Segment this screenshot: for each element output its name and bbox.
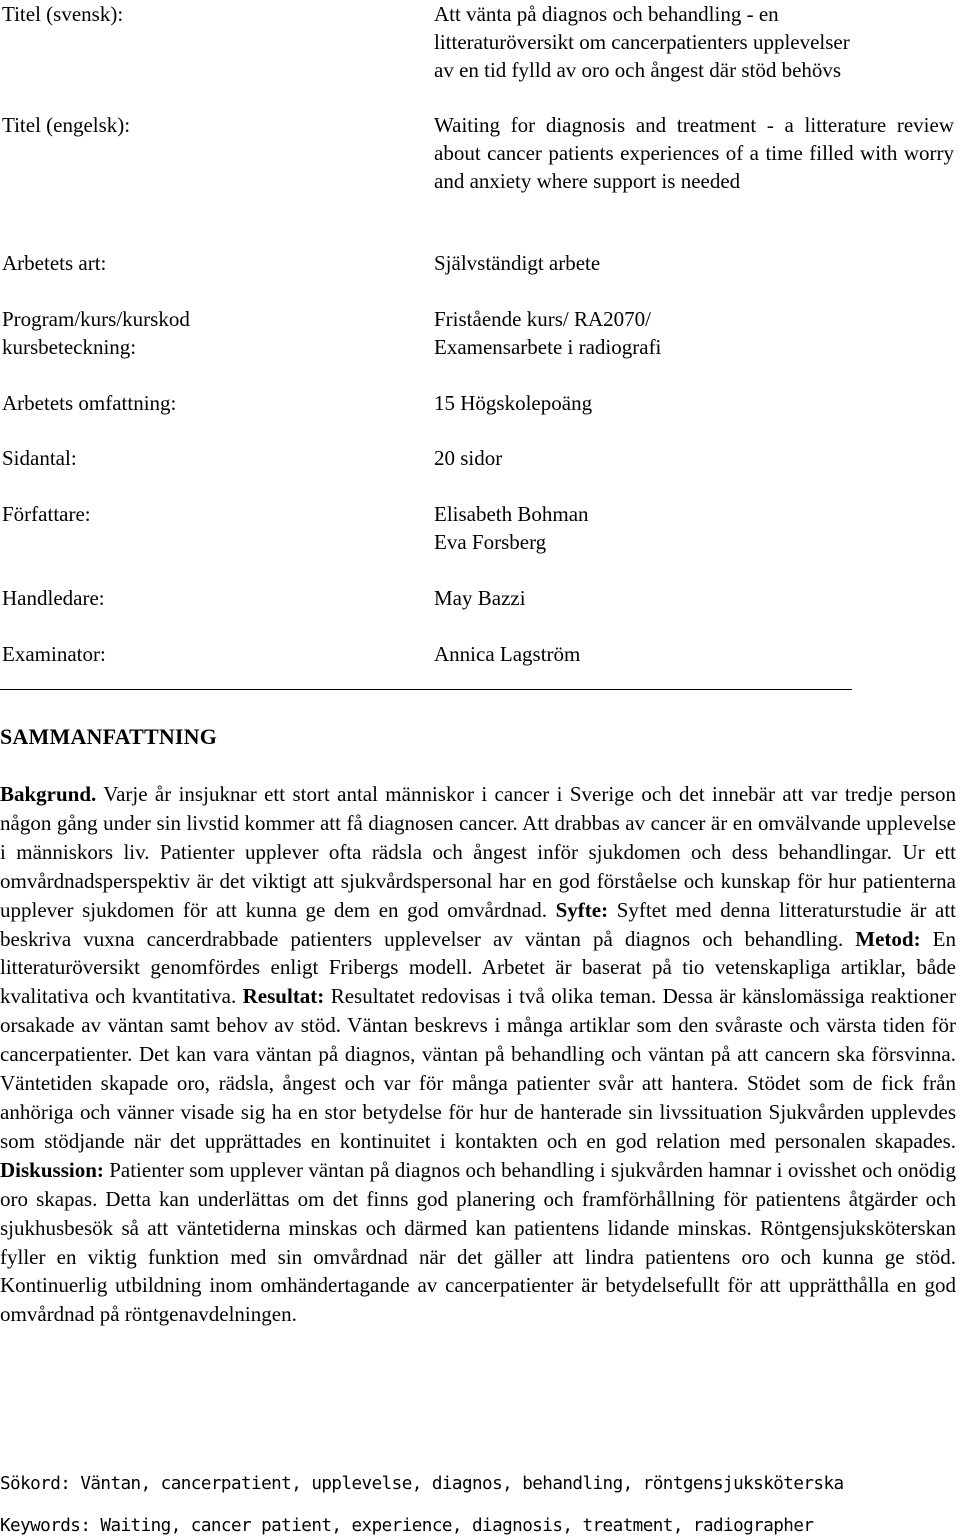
keywords-swedish: Sökord: Väntan, cancerpatient, upplevelse, diagnos, behandling, röntgensjuksköterska — [0, 1474, 844, 1494]
keywords-english: Keywords: Waiting, cancer patient, experience, diagnosis, treatment, radiographer — [0, 1516, 814, 1536]
meta-label: Titel (svensk): — [2, 2, 124, 26]
background-label: Bakgrund. — [0, 782, 97, 806]
summary-heading: SAMMANFATTNING — [0, 724, 218, 749]
aim-label: Syfte: — [555, 897, 609, 922]
discussion-label: Diskussion: — [0, 1157, 104, 1182]
meta-label: Sidantal: — [2, 446, 77, 470]
meta-label: Författare: — [2, 502, 91, 526]
meta-label: Handledare: — [2, 586, 105, 610]
discussion-text: Patienter som upplever väntan på diagnos och behandling i sjukvården hamnar i ovisshet och onödig oro skapas. Detta kan underlättas om det finns god planering och framförhållning för patientens åtgärder och sjukhusbesök så att väntetiderna minskas och därmed kan patientens lidande minskas. Röntgensjuksköterskan fyller en viktig funktion med sin omvårdnad när det gäller att lindra patientens oro och kunna ge stöd. Kontinuerlig utbildning inom omhändertagande av cancerpatienter är betydelsefullt för att upprätthålla en god omvårdnad på röntgenavdelningen. — [0, 1157, 956, 1327]
meta-value: Waiting for diagnosis and treatment - a litterature review about cancer patients experiences of a time filled with worry and anxiety where support is needed — [434, 113, 954, 193]
summary-abstract — [0, 780, 956, 1329]
meta-label: Program/kurs/kurskod kursbeteckning: — [2, 307, 190, 359]
meta-value: May Bazzi — [434, 586, 526, 610]
meta-label: Arbetets art: — [2, 251, 107, 275]
meta-label: Examinator: — [2, 642, 106, 666]
divider-rule — [0, 689, 852, 690]
meta-label: Titel (engelsk): — [2, 113, 131, 137]
meta-label: Arbetets omfattning: — [2, 391, 177, 415]
method-label: Metod: — [855, 926, 921, 951]
method-text: En litteraturöversikt genomfördes enligt Fribergs modell. Arbetet är baserat på tio vetenskapliga artiklar, både kvalitativa och kvantitativa. — [0, 926, 956, 1009]
background-text: Varje år insjuknar ett stort antal människor i cancer i Sverige och det innebär att var tredje person någon gång under sin livstid kommer att få diagnosen cancer. Att drabbas av cancer är en omvälvande upplevelse i människors liv. Patienter upplever ofta rädsla och ångest inför sjukdomen och dess behandlingar. Ur ett omvårdnadsperspektiv är det viktigt att sjukvårdspersonal har en god förståelse och kunskap för hur patienterna upplever sjukdomen för att kunna ge dem en god omvårdnad. — [0, 782, 956, 922]
aim-text: Syftet med denna litteraturstudie är att beskriva vuxna cancerdrabbade patienters upplevelser av väntan på diagnos och behandling. — [0, 897, 956, 951]
meta-value: Annica Lagström — [434, 642, 581, 666]
meta-value: 15 Högskolepoäng — [434, 391, 593, 415]
meta-value: Fristående kurs/ RA2070/ Examensarbete i radiografi — [434, 307, 662, 359]
meta-value: 20 sidor — [434, 446, 503, 470]
meta-value: Självständigt arbete — [434, 251, 601, 275]
meta-value: Att vänta på diagnos och behandling - en litteraturöversikt om cancerpatienters upplevelser av en tid fylld av oro och ångest där stöd behövs — [434, 2, 850, 82]
meta-value: Elisabeth Bohman Eva Forsberg — [434, 502, 589, 554]
results-text: Resultatet redovisas i två olika teman. Dessa är känslomässiga reaktioner orsakade av väntan samt behov av stöd. Väntan beskrevs i många artiklar som den svåraste och värsta tiden för cancerpatienter. Det kan vara väntan på diagnos, väntan på behandling och väntan på att cancern ska försvinna. Väntetiden skapade oro, rädsla, ångest och var för många patienter svår att hantera. Stödet som de fick från anhöriga och vänner visade sig ha en stor betydelse för hur de hanterade sin livssituation Sjukvården upplevdes som stödjande när det upprättades en kontinuitet i kontakten och en god relation med personalen skapades. — [0, 984, 956, 1153]
results-label: Resultat: — [242, 984, 325, 1009]
